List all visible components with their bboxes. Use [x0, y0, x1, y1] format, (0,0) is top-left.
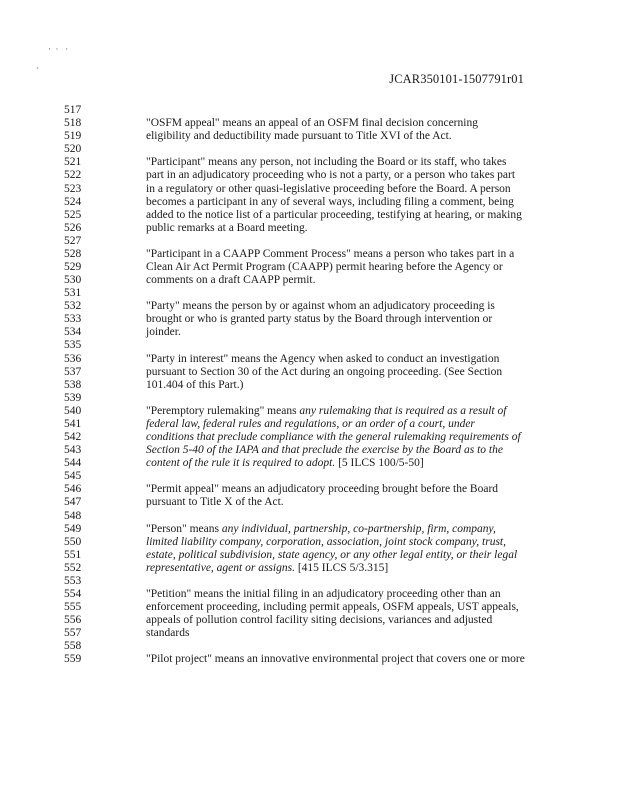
- scan-mark: `: [36, 66, 39, 76]
- line-number: 544: [64, 457, 82, 470]
- line-number: 537: [64, 365, 82, 378]
- line-text: [146, 444, 526, 457]
- line-text-plain: pursuant to Title X of the Act.: [146, 496, 284, 509]
- line-text-italic: federal law, federal rules and regulations, or an order of a court, under: [146, 417, 475, 430]
- line-number: 520: [64, 143, 82, 156]
- line-text: [146, 601, 526, 614]
- line-text: [146, 523, 526, 536]
- line-text-plain: public remarks at a Board meeting.: [146, 221, 308, 234]
- document-id: JCAR350101-1507791r01: [389, 72, 524, 86]
- line-text: [146, 588, 526, 601]
- line-text-plain: joinder.: [146, 326, 181, 339]
- line-number: 557: [64, 627, 82, 640]
- line-text: [146, 627, 526, 640]
- line-number: 547: [64, 496, 82, 509]
- line-text-plain: "Person" means: [146, 522, 222, 535]
- line-number: 530: [64, 274, 82, 286]
- line-text-plain: "Party in interest" means the Agency when asked to conduct an investigation: [146, 352, 500, 365]
- line-number: 559: [64, 653, 82, 666]
- line-text-plain: "Participant" means any person, not including the Board or its staff, who takes: [146, 156, 507, 169]
- line-number: 552: [64, 561, 82, 574]
- line-number: 532: [64, 300, 82, 313]
- line-text: [146, 274, 526, 287]
- line-text-plain: "OSFM appeal" means an appeal of an OSFM final decision concerning: [146, 117, 478, 130]
- line-number: 531: [64, 287, 82, 300]
- line-text-italic: estate, political subdivision, state agency, or any other legal entity, or their legal: [146, 548, 518, 561]
- line-text-plain: becomes a participant in any of several ways, including filing a comment, being: [146, 195, 514, 208]
- line-number: 558: [64, 640, 82, 653]
- line-number: 522: [64, 169, 82, 182]
- line-number: 548: [64, 509, 82, 522]
- line-text-plain: "Petition" means the initial filing in an adjudicatory proceeding other than an: [146, 588, 501, 600]
- line-text: [146, 222, 526, 235]
- line-number: 524: [64, 195, 82, 208]
- scan-mark: · · ·: [48, 44, 69, 54]
- line-text-plain: pursuant to Section 30 of the Act during an ongoing proceeding. (See Section: [146, 365, 503, 378]
- line-text: [146, 169, 526, 182]
- line-text: [146, 117, 526, 130]
- line-text: [146, 353, 526, 366]
- line-text-plain: comments on a draft CAAPP permit.: [146, 274, 316, 286]
- line-number: 546: [64, 483, 82, 496]
- line-text-italic: conditions that preclude compliance with the general rulemaking requirements of: [146, 431, 521, 443]
- line-text: [146, 562, 526, 575]
- line-text-plain: enforcement proceeding, including permit appeals, OSFM appeals, UST appeals,: [146, 601, 519, 613]
- line-number: 527: [64, 234, 82, 247]
- line-number: 550: [64, 535, 82, 548]
- line-number: 549: [64, 522, 82, 535]
- line-text: [146, 366, 526, 379]
- line-text-plain: "Peremptory rulemaking" means: [146, 404, 300, 417]
- line-text: [146, 313, 526, 326]
- line-text: [146, 431, 526, 444]
- line-number: 519: [64, 130, 82, 143]
- line-text-plain: in a regulatory or other quasi-legislative proceeding before the Board. A person: [146, 182, 511, 195]
- line-text-plain: "Party" means the person by or against whom an adjudicatory proceeding is: [146, 300, 495, 313]
- line-text: [146, 300, 526, 313]
- line-number: 554: [64, 588, 82, 600]
- line-number: 538: [64, 378, 82, 391]
- line-text: [146, 536, 526, 549]
- line-number: 542: [64, 431, 82, 443]
- line-text-italic: content of the rule it is required to adopt.: [146, 457, 336, 470]
- line-text: [146, 379, 526, 392]
- line-text: [146, 248, 526, 261]
- line-text-citation: [5 ILCS 100/5-50]: [335, 457, 424, 470]
- line-number: 529: [64, 261, 82, 273]
- line-text-citation: [415 ILCS 5/3.315]: [294, 561, 389, 574]
- line-text: [146, 130, 526, 143]
- line-number: 523: [64, 182, 82, 195]
- line-text-plain: Clean Air Act Permit Program (CAAPP) permit hearing before the Agency or: [146, 261, 503, 273]
- line-text: [146, 418, 526, 431]
- line-text-italic: any rulemaking that is required as a result of: [299, 404, 507, 417]
- line-text: [146, 405, 526, 418]
- line-text: [146, 549, 526, 562]
- line-number: 525: [64, 208, 82, 221]
- line-number: 553: [64, 574, 82, 587]
- line-number: 534: [64, 326, 82, 339]
- line-text: [146, 183, 526, 196]
- line-number: 540: [64, 404, 82, 417]
- line-number: 518: [64, 117, 82, 130]
- line-number: 528: [64, 247, 82, 260]
- line-text: [146, 261, 526, 274]
- line-number: 526: [64, 221, 82, 234]
- line-number: 545: [64, 470, 82, 483]
- line-number: 533: [64, 313, 82, 326]
- line-number: 521: [64, 156, 82, 169]
- line-text-italic: limited liability company, corporation, association, joint stock company, trust,: [146, 535, 506, 548]
- line-text: [146, 496, 526, 509]
- line-text-plain: part in an adjudicatory proceeding who is not a party, or a person who takes part: [146, 169, 516, 182]
- line-text: [146, 209, 526, 222]
- line-text-plain: brought or who is granted party status by the Board through intervention or: [146, 313, 493, 326]
- line-text: [146, 483, 526, 496]
- line-text-plain: "Pilot project" means an innovative environmental project that covers one or more: [146, 653, 525, 666]
- line-text-plain: 101.404 of this Part.): [146, 378, 244, 391]
- line-text-italic: any individual, partnership, co-partnership, firm, company,: [221, 522, 496, 535]
- line-text-plain: eligibility and deductibility made pursuant to Title XVI of the Act.: [146, 130, 452, 143]
- line-number: 543: [64, 444, 82, 457]
- line-text: [146, 457, 526, 470]
- line-number: 517: [64, 104, 82, 116]
- line-text-plain: appeals of pollution control facility siting decisions, variances and adjusted: [146, 614, 493, 627]
- line-text: [146, 326, 526, 339]
- line-number: 556: [64, 614, 82, 627]
- line-text-plain: "Permit appeal" means an adjudicatory proceeding brought before the Board: [146, 483, 499, 496]
- line-number: 541: [64, 417, 82, 430]
- line-text-italic: Section 5-40 of the IAPA and that preclude the exercise by the Board as to the: [146, 444, 503, 457]
- line-text-plain: "Participant in a CAAPP Comment Process" means a person who takes part in a: [146, 247, 515, 260]
- line-number: 539: [64, 391, 82, 404]
- line-text: [146, 156, 526, 169]
- line-text: [146, 196, 526, 209]
- line-text-plain: standards: [146, 627, 190, 640]
- line-number: 551: [64, 548, 82, 561]
- line-text: [146, 653, 526, 666]
- line-number: 555: [64, 601, 82, 613]
- line-text-italic: representative, agent or assigns.: [146, 561, 295, 574]
- line-text: [146, 614, 526, 627]
- line-number: 536: [64, 352, 82, 365]
- line-number: 535: [64, 339, 82, 352]
- line-text-plain: added to the notice list of a particular proceeding, testifying at hearing, or making: [146, 208, 522, 221]
